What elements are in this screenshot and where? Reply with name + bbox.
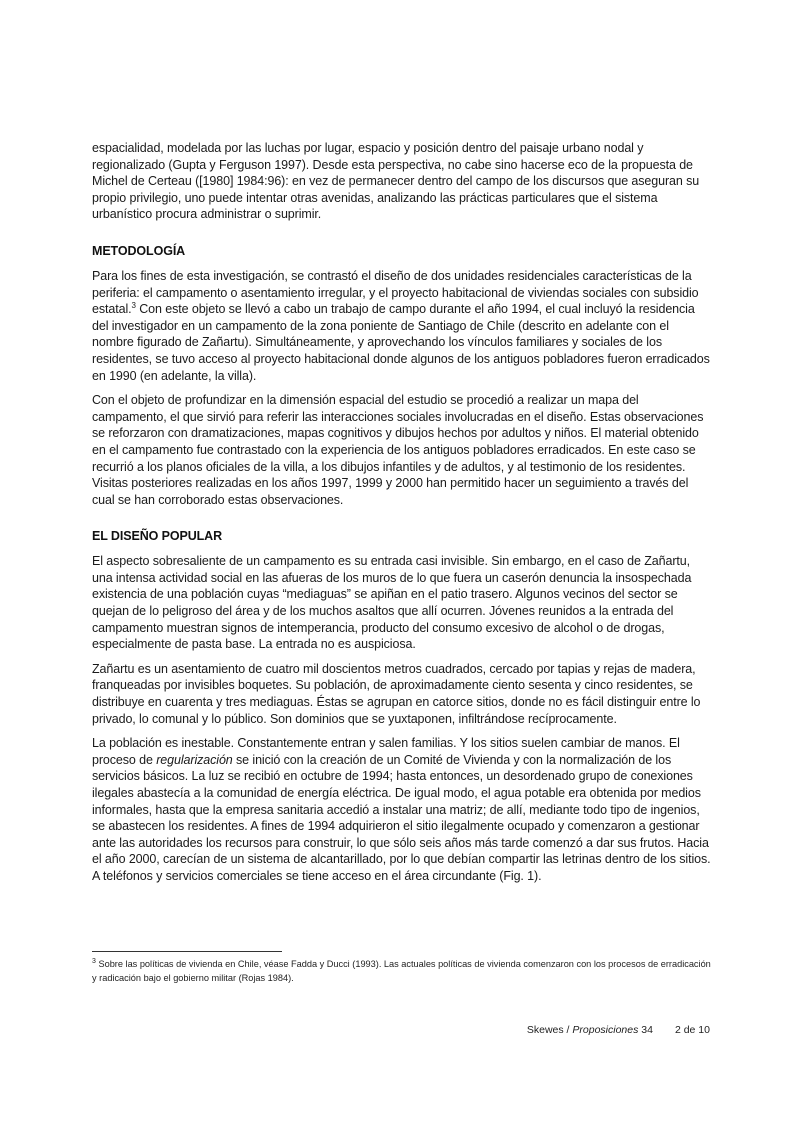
footer-issue: 34 [638, 1024, 653, 1036]
diseno-paragraph-3 [92, 735, 712, 884]
footnote-marker: 3 [92, 957, 96, 965]
footnote-reference[interactable]: 3 [131, 301, 136, 310]
footnote [92, 958, 712, 985]
footer-author: Skewes / [526, 1024, 573, 1036]
diseno-paragraph-1: El aspecto sobresaliente de un campamento es su entrada casi invisible. Sin embargo, en el caso de Zañartu, una intensa actividad social en las afueras de los muros de lo que fuera un caserón denuncia la insospechada existencia de una población cuyas “mediaguas” se apiñan en el patio trasero. Algunos vecinos del sector se quejan de lo peligroso del área y de los muchos asaltos que allí ocurren. Jóvenes reunidos a la entrada del campamento muestran signos de intemperancia, producto del consumo excesivo de alcohol o de drogas, especialmente de pasta base. La entrada no es auspiciosa. [92, 554, 692, 652]
footnote-text: Sobre las políticas de vivienda en Chile, véase Fadda y Ducci (1993). Las actuales políticas de vivienda comenzaron con los procesos de erradicación y radicación bajo el gobierno militar (Rojas 1984). [92, 959, 711, 983]
section-heading-metodologia: METODOLOGÍA [92, 243, 186, 258]
intro-paragraph: espacialidad, modelada por las luchas por lugar, espacio y posición dentro del paisaje urbano nodal y regionalizado (Gupta y Ferguson 1997). Desde esta perspectiva, no cabe sino hacerse eco de la propuesta de Michel de Certeau ([1980] 1984:96): en vez de permanecer dentro del campo de los discursos que aseguran su propio privilegio, uno puede intentar otras avenidas, analizando las prácticas particulares que el sistema urbanístico procura administrar o suprimir. [92, 141, 700, 222]
diseno-paragraph-2: Zañartu es un asentamiento de cuatro mil doscientos metros cuadrados, cercado por tapias y rejas de madera, franqueadas por invisibles boquetes. Su población, de aproximadamente ciento sesenta y cinco residentes, se distribuye en cuarenta y tres mediaguas. Éstas se agrupan en catorce sitios, donde no es fácil distinguir entre lo privado, lo comunal y lo público. Son dominios que se yuxtaponen, infiltrándose recíprocamente. [92, 661, 701, 726]
metodologia-paragraph-1 [92, 268, 712, 384]
page-number: 2 de 10 [674, 1024, 710, 1036]
footnote-divider [92, 951, 282, 952]
footer-journal: Proposiciones [572, 1024, 639, 1036]
paragraph-text: La población es inestable. Constantemente entran y salen familias. Y los sitios suelen cambiar de manos. El proceso de [92, 736, 680, 767]
page-footer [500, 1024, 710, 1036]
paragraph-text: se inició con la creación de un Comité de Vivienda y con la normalización de los servicios básicos. La luz se recibió en octubre de 1994; hasta entonces, un desordenado grupo de conexiones ilegales abastecía a la comunidad de energía eléctrica. De igual modo, el agua potable era obtenida por medios informales, hasta que la empresa sanitaria accedió a instalar una matriz; de allí, mediante todo tipo de ingenios, se abastecen los residentes. A fines de 1994 adquirieron el sitio ilegalmente ocupado y comenzaron a gestionar ante las autoridades los recursos para construir, lo que sólo seis años más tarde comenzó a dar sus frutos. Hacia el año 2000, carecían de un sistema de alcantarillado, por lo que debían compartir las letrinas dentro de los sitios. A teléfonos y servicios comerciales se tiene acceso en el área circundante (Fig. 1). [92, 752, 711, 883]
metodologia-paragraph-2: Con el objeto de profundizar en la dimensión espacial del estudio se procedió a realizar un mapa del campamento, el que sirvió para referir las interacciones sociales involucradas en el diseño. Estas observaciones se reforzaron con dramatizaciones, mapas cognitivos y dibujos hechos por adultos y niños. El material obtenido en el campamento fue contrastado con la experiencia de los antiguos pobladores erradicados. En este caso se recurrió a los planos oficiales de la villa, a los dibujos infantiles y de adultos, y al testimonio de los residentes. Visitas posteriores realizadas en los años 1997, 1999 y 2000 han permitido hacer un seguimiento a través del cual se han corroborado estas observaciones. [92, 393, 704, 507]
paragraph-text: Con este objeto se llevó a cabo un trabajo de campo durante el año 1994, el cual incluyó la residencia del investigador en un campamento de la zona poniente de Santiago de Chile (descrito en adelante con el nombre figurado de Zañartu). Simultáneamente, y aprovechando los vínculos familiares y sociales de los residentes, se tuvo acceso al proyecto habitacional donde algunos de los antiguos pobladores fueron erradicados en 1990 (en adelante, la villa). [92, 302, 710, 383]
section-heading-diseno-popular: EL DISEÑO POPULAR [92, 529, 223, 544]
paragraph-text: Para los fines de esta investigación, se contrastó el diseño de dos unidades residenciales características de la periferia: el campamento o asentamiento irregular, y el proyecto habitacional de viviendas sociales con subsidio estatal. [92, 268, 699, 317]
document-body [92, 140, 712, 893]
emphasized-term: regularización [156, 752, 233, 767]
